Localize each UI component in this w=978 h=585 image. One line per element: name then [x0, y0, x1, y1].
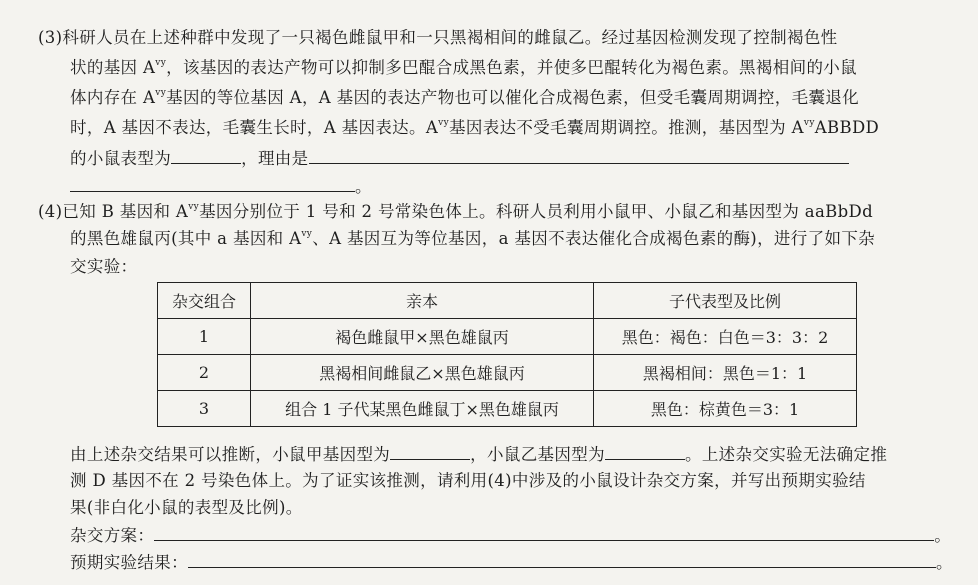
scheme-line: 杂交方案： 。 [70, 526, 952, 545]
table-cell: 组合 1 子代某黑色雌鼠丁×黑色雄鼠丙 [251, 391, 594, 427]
table-cell: 3 [158, 391, 251, 427]
q3-line-6: 。 [70, 175, 372, 198]
table-cell: 黑色：褐色：白色＝3：3：2 [594, 319, 857, 355]
q3-line-4: 时，A 基因不表达，毛囊生长时，A 基因表达。$A^{vy}$基因表达不受毛囊周期调控。推测，基因型为 $A^{vy}ABBDD$ [70, 118, 880, 137]
q3-line-3: 体内存在 $A^{vy}$基因的等位基因 A，A 基因的表达产物也可以催化合成褐色素，但受毛囊周期调控，毛囊退化 [70, 88, 860, 107]
scheme-answer-blank[interactable] [154, 524, 934, 541]
table-cell: 黑褐相间：黑色＝1：1 [594, 355, 857, 391]
phenotype-answer-blank[interactable] [171, 147, 241, 164]
reason-answer-blank[interactable] [309, 147, 849, 164]
q3-line-1: (3)科研人员在上述种群中发现了一只褐色雌鼠甲和一只黑褐相间的雌鼠乙。经过基因检测发现了控制褐色性 [38, 28, 838, 47]
result-answer-blank[interactable] [188, 551, 936, 568]
q3-line-5: 的小鼠表型为 ，理由是 [70, 147, 849, 170]
table-row [158, 391, 857, 427]
result-line: 预期实验结果： 。 [70, 553, 953, 572]
table-row [158, 319, 857, 355]
after-line-1: 由上述杂交结果可以推断，小鼠甲基因型为 ，小鼠乙基因型为 。上述杂交实验无法确定推 [70, 445, 888, 464]
table-cell: 褐色雌鼠甲×黑色雄鼠丙 [251, 319, 594, 355]
q3-line-2: 状的基因 $A^{vy}$，该基因的表达产物可以抑制多巴醌合成黑色素，并使多巴醌转化为褐色素。黑褐相间的小鼠 [70, 58, 857, 77]
table-header-row [158, 283, 857, 319]
table-cell: 1 [158, 319, 251, 355]
q4-line-1: (4)已知 B 基因和 $A^{vy}$基因分别位于 1 号和 2 号常染色体上。科研人员利用小鼠甲、小鼠乙和基因型为 aaBbDd [38, 202, 874, 221]
after-line-3: 果(非白化小鼠的表型及比例)。 [70, 498, 303, 517]
table-cell: 2 [158, 355, 251, 391]
q4-line-2: 的黑色雄鼠丙(其中 a 基因和 $A^{vy}$、A 基因互为等位基因，a 基因不表达催化合成褐色素的酶)，进行了如下杂 [70, 229, 876, 248]
cross-experiment-table [157, 282, 857, 427]
table-cell: 黑色：棕黄色＝3：1 [594, 391, 857, 427]
reason-answer-blank-cont[interactable] [70, 175, 355, 192]
after-line-2: 测 D 基因不在 2 号染色体上。为了证实该推测，请利用(4)中涉及的小鼠设计杂交方案，并写出预期实验结 [70, 471, 866, 490]
table-header-parents: 亲本 [251, 283, 594, 319]
mouse-b-genotype-blank[interactable] [605, 443, 685, 460]
mouse-a-genotype-blank[interactable] [390, 443, 470, 460]
table-header-cross: 杂交组合 [158, 283, 251, 319]
table-cell: 黑褐相间雌鼠乙×黑色雄鼠丙 [251, 355, 594, 391]
table-row [158, 355, 857, 391]
table-header-offspring: 子代表型及比例 [594, 283, 857, 319]
q4-line-3: 交实验： [70, 257, 138, 276]
